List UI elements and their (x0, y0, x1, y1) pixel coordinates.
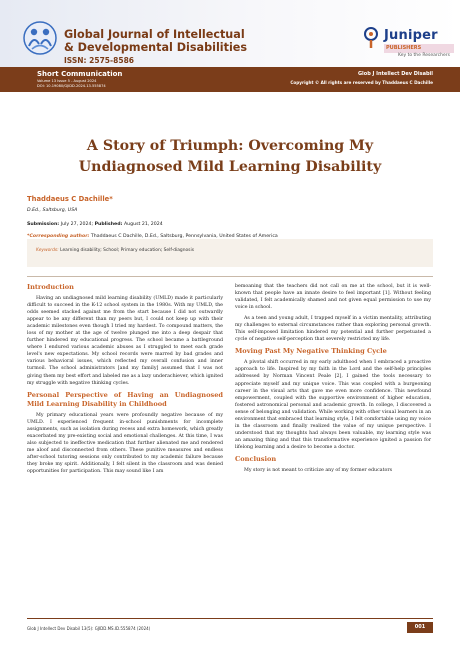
journal-name (64, 28, 247, 54)
right-column (235, 283, 431, 474)
keywords-label: Keywords: (36, 248, 59, 253)
journal-issn: ISSN: 2575-8586 (64, 56, 135, 65)
page-number: 001 (407, 622, 433, 633)
victim-mentality-paragraph: As a teen and young adult, I trapped myself in a victim mentality, attributing my challenges to external circumstances rather than exploring personal growth. This self-imposed limitation hindered my potential and further perpetuated a cycle of negative self-perception that severely restricted my life. (235, 316, 431, 343)
article-dates (27, 222, 163, 227)
journal-logo-icon (22, 20, 58, 56)
section-divider (27, 276, 433, 277)
conclusion-paragraph: My story is not meant to criticize any of my former educators (244, 467, 393, 473)
footer-citation: Glob J Intellect Dev Disabil 13(5): GJIDD.MS.ID.555874 (2024) (27, 626, 151, 631)
author-name: Thaddaeus C Dachille* (27, 195, 113, 203)
submission-label: Submission: (27, 222, 60, 227)
corresponding-label: *Corresponding author: (27, 234, 90, 239)
left-column (27, 283, 223, 475)
conclusion-heading: Conclusion (235, 454, 277, 463)
introduction-heading: Introduction (27, 283, 74, 291)
published-date: August 21, 2024 (123, 222, 163, 227)
moving-past-heading: Moving Past My Negative Thinking Cycle (235, 347, 387, 356)
journal-header (0, 0, 460, 67)
keywords-line (36, 248, 194, 253)
continued-paragraph: bemoaning that the teachers did not call on me at the school, but it is well-known that people have an innate desire to feel important [1]. Without feeling validated, I felt academically shamed and not given equal permission to use my voice in school. (235, 284, 431, 311)
publisher-name: Juniper (384, 28, 438, 43)
article-title-line1: A Story of Triumph: Overcoming My (86, 138, 374, 154)
author-affiliation: D.Ed., Saltsburg, USA (27, 208, 78, 213)
doi: DOI: 10.19080/GJIDD.2024.13.555874 (37, 84, 106, 88)
corresponding-text: Thaddaeus C Dachille, D.Ed., Saltsburg, Pennsylvania, United States of America (90, 234, 278, 239)
article-title (0, 136, 460, 178)
journal-name-line2: & Developmental Disabilities (64, 41, 248, 54)
article-title-line2: Undiagnosed Mild Learning Disability (78, 159, 382, 175)
volume-issue: Volume 13 Issue 5 - August 2024 (37, 79, 97, 83)
moving-past-paragraph: A pivotal shift occurred in my early adulthood when I embraced a proactive approach to life. Inspired by my faith in the Lord and the self-help principles addressed by Norman Vincent Peale [2], I gained the tools necessary to appreciate myself and my unique voice. This was coupled with a burgeoning career in the visual arts that gave me even more confidence. This newfound empowerment, coupled with the supportive environment of higher education, fostered astronomical personal and academic growth. In college, I discovered a sense of belonging and validation. While working with other visual learners in an environment that embraced that learning style, I felt comfortable using my voice in the classroom and finally realized the value of my unique perspective. I understood that my thoughts had always been valuable, my learning style was an amazing thing and that this transformative experience ignited a passion for lifelong learning and a desire to become a doctor. (235, 360, 431, 450)
publisher-sub-label: PUBLISHERS (386, 45, 422, 51)
publisher-logo-icon (360, 26, 382, 50)
footer-divider (27, 618, 433, 619)
submission-date: July 27, 2024; (60, 222, 94, 227)
article-info-bar (0, 67, 460, 92)
article-type: Short Communication (37, 70, 123, 78)
introduction-paragraph: Having an undiagnosed mild learning disability (UMLD) made it particularly difficult to succeed in the K-12 school system in the 1980s. With my UMLD, the odds seemed stacked against me from the start because I did not outwardly appear to be any different than my peers but, I could not keep up with their academic milestones even though I tried my hardest. To compound matters, the loss of my mother at the age of twelve plunged me into a deep despair that further hindered my educational progress. The school became a battleground where I endured various academic abuses as I struggled to meet each grade level's new expectations. My school records were marred by bad grades and various behavioral issues, which reflected my overall confusion and inner turmoil. The school administrators [and my family] assumed that I was not giving them my best effort and labeled me as a lazy underachiever, which ignited my struggle with negative thinking cycles. (27, 296, 223, 386)
published-label: Published: (94, 222, 123, 227)
personal-perspective-paragraph: My primary educational years were profoundly negative because of my UMLD. I experienced frequent in-school punishments for incomplete assignments, such as isolation during recess and extra homework, which greatly exacerbated my pre-existing social and emotional challenges. At this time, I was also subjected to ineffective medication that further alienated me and rendered me aloof and disconnected from others. These punitive measures and endless after-school tutoring sessions only contributed to my academic failure because they broke my spirit. Additionally, I felt silent in the classroom and was denied opportunities for participation. This may sound like I am (27, 412, 223, 474)
journal-abbreviation: Glob J Intellect Dev Disabil (357, 71, 433, 77)
publisher-tagline: Key to the Researchers (398, 53, 450, 58)
personal-perspective-heading: Personal Perspective of Having an Undiagnosed Mild Learning Disability in Childhood (27, 390, 223, 408)
keywords-box (27, 239, 433, 267)
keywords-values: Learning disability; School; Primary education; Self-diagnosis (60, 248, 194, 253)
copyright-notice: Copyright © All rights are reserved by Thaddaeus C Dachille (290, 80, 433, 85)
publisher-sub-band (384, 44, 454, 53)
journal-name-line1: Global Journal of Intellectual (64, 28, 245, 41)
